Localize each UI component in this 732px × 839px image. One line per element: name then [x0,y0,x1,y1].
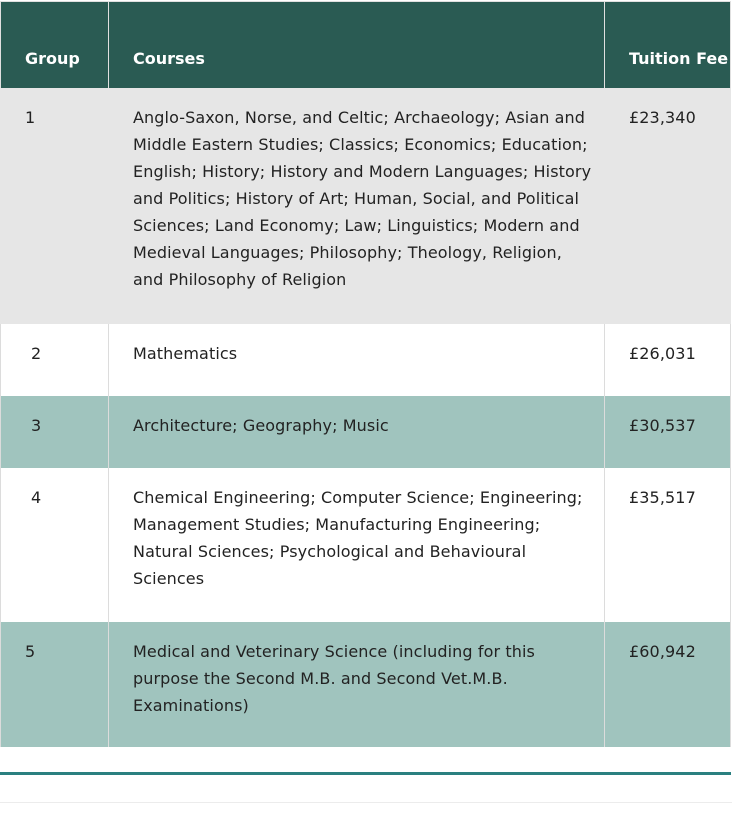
table-row [1,396,731,468]
cell-courses: Chemical Engineering; Computer Science; Engineering; Management Studies; Manufacturing Engineering; Natural Sciences; Psychological and Behavioural Sciences [109,468,605,622]
header-tuition-fee: Tuition Fee [605,2,731,89]
header-group: Group [1,2,109,89]
cell-group: 2 [1,324,109,396]
cell-group: 3 [1,396,109,468]
cell-group: 5 [1,622,109,747]
cell-fee: £23,340 [605,88,731,324]
cell-group: 4 [1,468,109,622]
divider [0,802,732,803]
table-row [1,622,731,747]
cell-group: 1 [1,88,109,324]
cell-courses: Architecture; Geography; Music [109,396,605,468]
table-row [1,324,731,396]
table-row [1,468,731,622]
cell-fee: £60,942 [605,622,731,747]
table-bottom-border [0,772,731,775]
header-courses: Courses [109,2,605,89]
cell-fee: £30,537 [605,396,731,468]
cell-courses: Anglo-Saxon, Norse, and Celtic; Archaeology; Asian and Middle Eastern Studies; Classics; Economics; Education; English; History; History and Modern Languages; History and Politics; History of Art; Human, Social, and Political Sciences; Land Economy; Law; Linguistics; Modern and Medieval Languages; Philosophy; Theology, Religion, and Philosophy of Religion [109,88,605,324]
header-row [1,2,731,89]
tuition-fee-table [0,1,731,747]
cell-fee: £35,517 [605,468,731,622]
table-header [1,2,731,89]
cell-fee: £26,031 [605,324,731,396]
table-row [1,88,731,324]
cell-courses: Medical and Veterinary Science (including for this purpose the Second M.B. and Second Vet.M.B. Examinations) [109,622,605,747]
cell-courses: Mathematics [109,324,605,396]
table-body [1,88,731,747]
